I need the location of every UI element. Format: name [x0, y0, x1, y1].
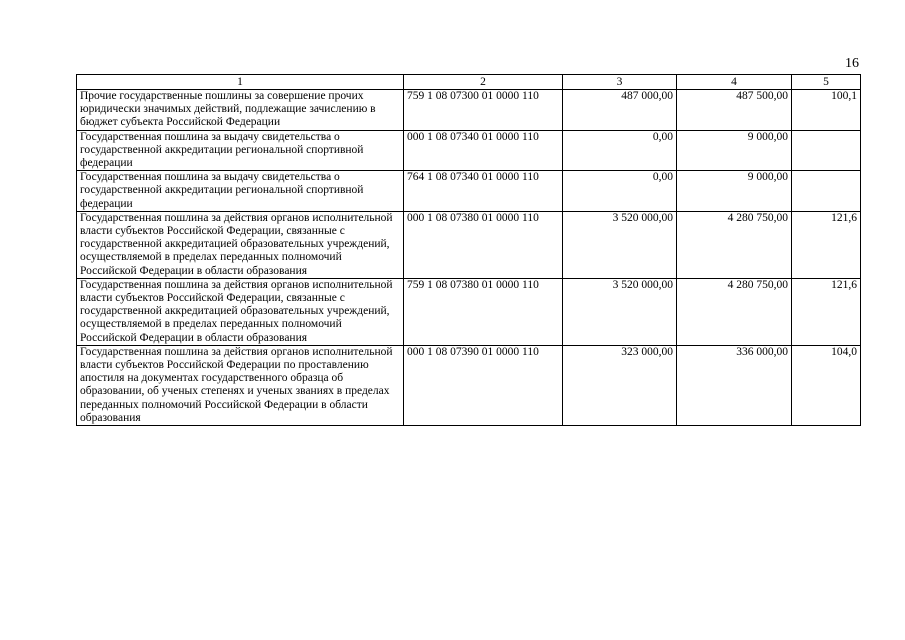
- budget-code-cell: 759 1 08 07300 01 0000 110: [404, 90, 563, 131]
- percent-cell: 104,0: [792, 345, 861, 425]
- table-row: [77, 90, 861, 131]
- column-header: 1: [77, 75, 404, 90]
- plan-amount-cell: 487 000,00: [563, 90, 677, 131]
- plan-amount-cell: 323 000,00: [563, 345, 677, 425]
- column-header: 3: [563, 75, 677, 90]
- revenue-name-cell: Государственная пошлина за действия органов исполнительной власти субъектов Российской Федерации по проставлению апостиля на документах государственного образца об образовании, об ученых степенях и ученых званиях в пределах переданных полномочий Российской Федерации в области образования: [77, 345, 404, 425]
- column-header: 5: [792, 75, 861, 90]
- page-number: 16: [845, 56, 859, 71]
- actual-amount-cell: 4 280 750,00: [677, 211, 792, 278]
- column-header: 4: [677, 75, 792, 90]
- table-row: [77, 211, 861, 278]
- percent-cell: [792, 171, 861, 212]
- percent-cell: 100,1: [792, 90, 861, 131]
- table-row: [77, 278, 861, 345]
- revenue-name-cell: Государственная пошлина за выдачу свидетельства о государственной аккредитации региональной спортивной федерации: [77, 171, 404, 212]
- budget-code-cell: 764 1 08 07340 01 0000 110: [404, 171, 563, 212]
- table-row: [77, 345, 861, 425]
- revenue-name-cell: Государственная пошлина за действия органов исполнительной власти субъектов Российской Федерации, связанные с государственной аккредитацией образовательных учреждений, осуществляемой в пределах переданных полномочий Российской Федерации в области образования: [77, 278, 404, 345]
- table-row: [77, 130, 861, 171]
- actual-amount-cell: 4 280 750,00: [677, 278, 792, 345]
- percent-cell: [792, 130, 861, 171]
- budget-code-cell: 000 1 08 07340 01 0000 110: [404, 130, 563, 171]
- revenue-table: [76, 74, 861, 426]
- table-row: [77, 171, 861, 212]
- plan-amount-cell: 3 520 000,00: [563, 278, 677, 345]
- actual-amount-cell: 9 000,00: [677, 130, 792, 171]
- column-header: 2: [404, 75, 563, 90]
- actual-amount-cell: 487 500,00: [677, 90, 792, 131]
- percent-cell: 121,6: [792, 211, 861, 278]
- revenue-name-cell: Государственная пошлина за выдачу свидетельства о государственной аккредитации региональной спортивной федерации: [77, 130, 404, 171]
- budget-code-cell: 000 1 08 07390 01 0000 110: [404, 345, 563, 425]
- revenue-name-cell: Прочие государственные пошлины за совершение прочих юридически значимых действий, подлежащие зачислению в бюджет субъекта Российской Федерации: [77, 90, 404, 131]
- percent-cell: 121,6: [792, 278, 861, 345]
- plan-amount-cell: 3 520 000,00: [563, 211, 677, 278]
- budget-code-cell: 000 1 08 07380 01 0000 110: [404, 211, 563, 278]
- actual-amount-cell: 9 000,00: [677, 171, 792, 212]
- revenue-name-cell: Государственная пошлина за действия органов исполнительной власти субъектов Российской Федерации, связанные с государственной аккредитацией образовательных учреждений, осуществляемой в пределах переданных полномочий Российской Федерации в области образования: [77, 211, 404, 278]
- budget-code-cell: 759 1 08 07380 01 0000 110: [404, 278, 563, 345]
- plan-amount-cell: 0,00: [563, 130, 677, 171]
- table-header-row: [77, 75, 861, 90]
- actual-amount-cell: 336 000,00: [677, 345, 792, 425]
- plan-amount-cell: 0,00: [563, 171, 677, 212]
